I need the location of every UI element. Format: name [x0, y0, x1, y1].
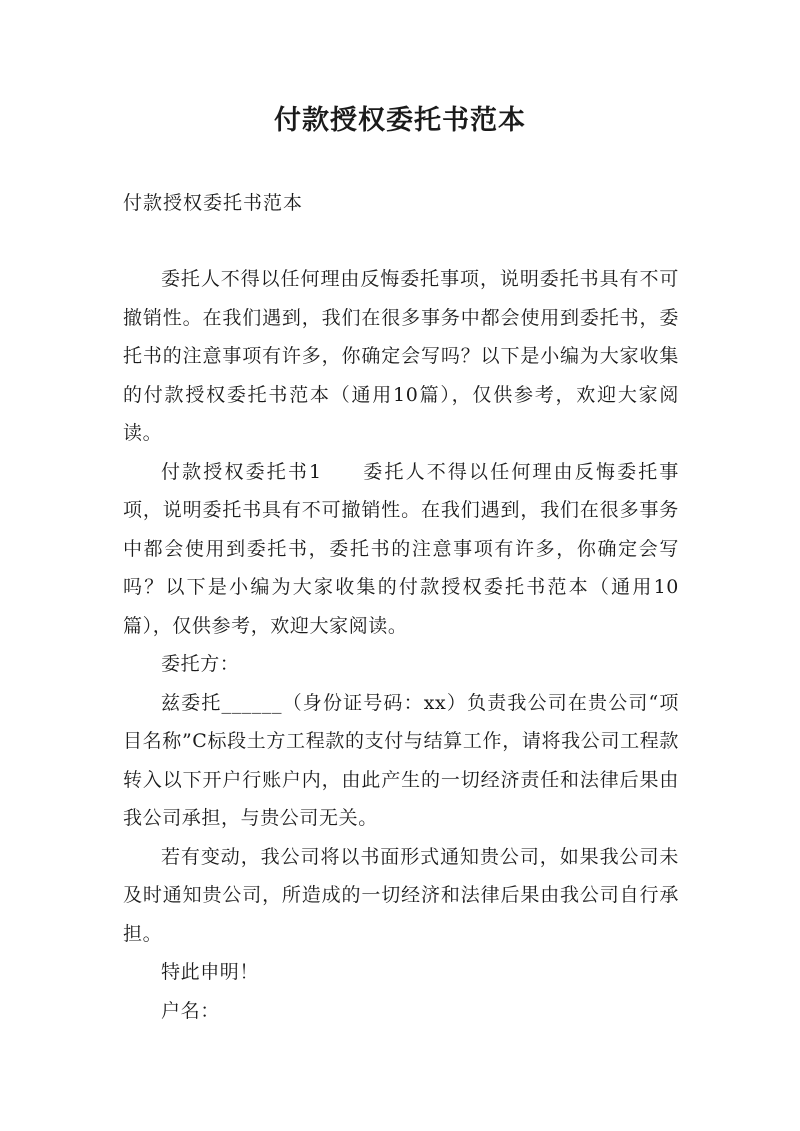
- declaration-line: 特此申明！: [161, 961, 260, 983]
- document-body: [123, 260, 679, 1030]
- change-notice-paragraph: 若有变动，我公司将以书面形式通知贵公司，如果我公司未及时通知贵公司，所造成的一切经济和法律后果由我公司自行承担。: [123, 845, 679, 945]
- entrusting-party-label: 委托方：: [161, 653, 240, 675]
- account-name-label: 户名：: [161, 999, 220, 1022]
- document-subtitle: 付款授权委托书范本: [123, 192, 304, 214]
- section-1-paragraph: [123, 453, 679, 646]
- section-1-text: 委托人不得以任何理由反悔委托事项，说明委托书具有不可撤销性。在我们遇到，我们在很多事务中都会使用到委托书，委托书的注意事项有许多，你确定会写吗？以下是小编为大家收集的付款授权委托书范本（通用10篇），仅供参考，欢迎大家阅读。: [123, 460, 679, 637]
- section-1-heading: 付款授权委托书1: [161, 460, 322, 483]
- intro-paragraph: 委托人不得以任何理由反悔委托事项，说明委托书具有不可撤销性。在我们遇到，我们在很多事务中都会使用到委托书，委托书的注意事项有许多，你确定会写吗？以下是小编为大家收集的付款授权委托书范本（通用10篇），仅供参考，欢迎大家阅读。: [123, 268, 679, 444]
- document-title: 付款授权委托书范本: [274, 105, 526, 136]
- authorization-paragraph: 兹委托______（身份证号码：xx）负责我公司在贵公司“项目名称”C标段土方工程款的支付与结算工作，请将我公司工程款转入以下开户行账户内，由此产生的一切经济责任和法律后果由我公司承担，与贵公司无关。: [123, 691, 679, 829]
